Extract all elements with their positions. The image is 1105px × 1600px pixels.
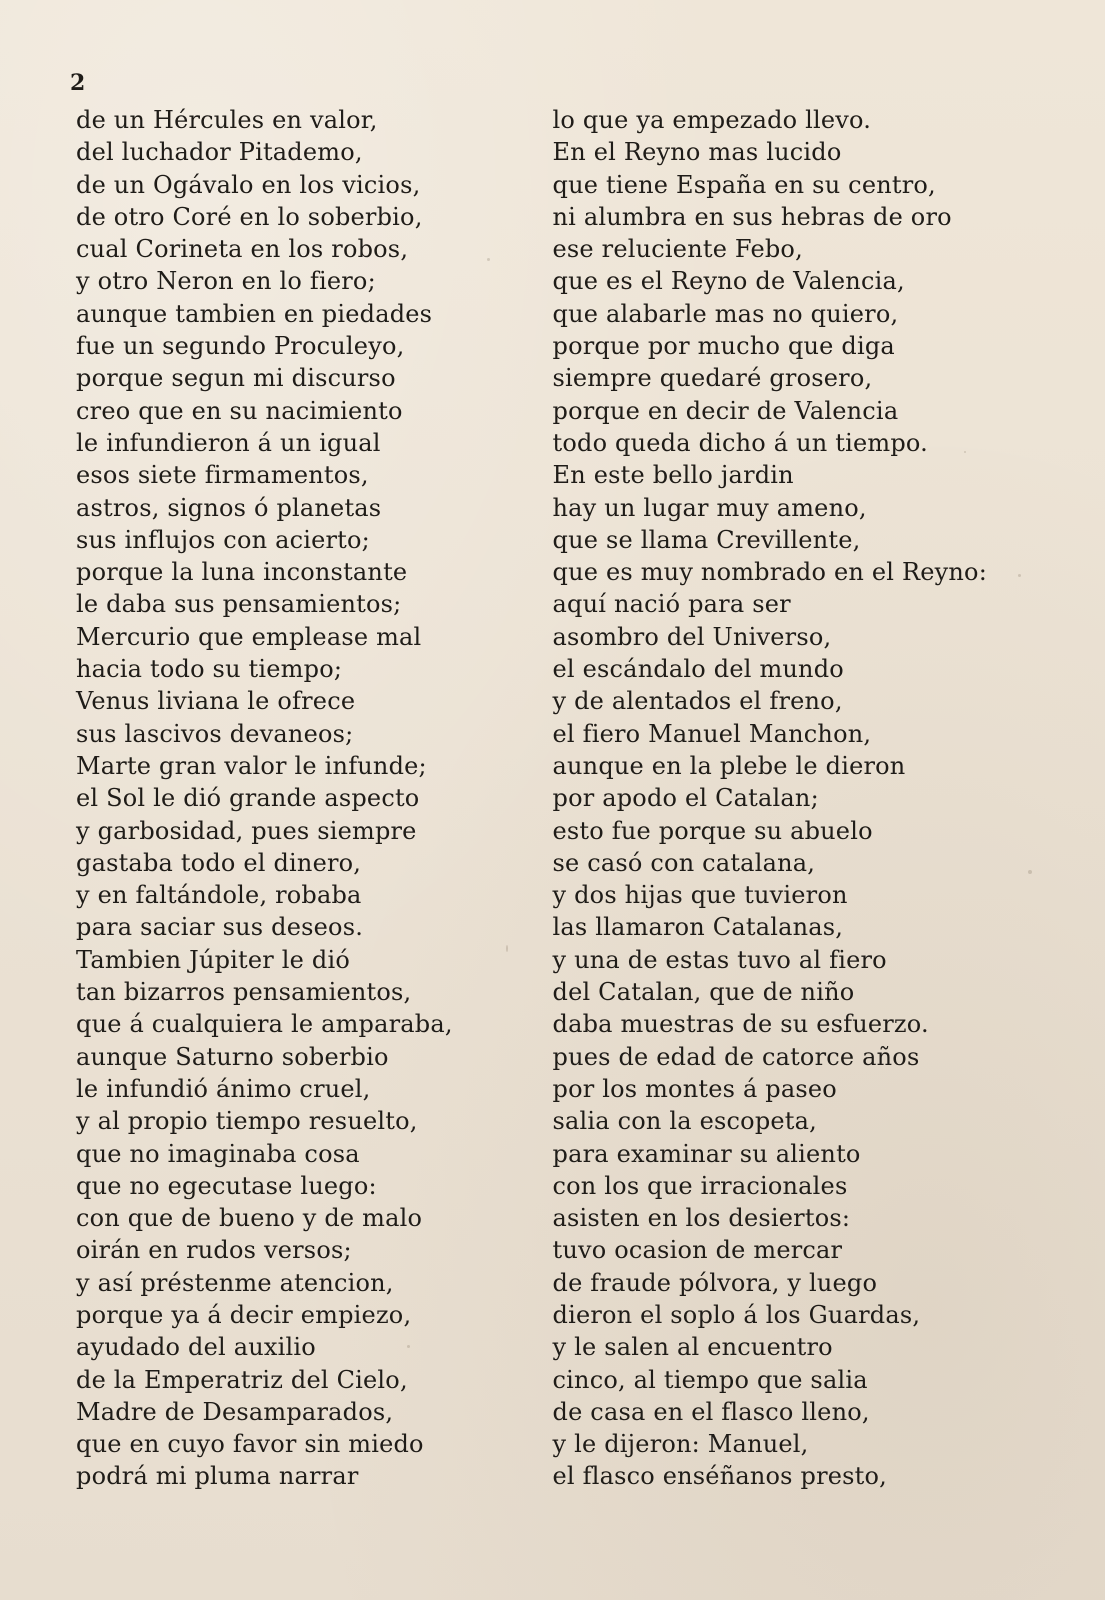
left-column-line: de la Emperatriz del Cielo, xyxy=(76,1365,408,1394)
right-column-line: todo queda dicho á un tiempo. xyxy=(552,428,928,457)
left-column-line: y otro Neron en lo fiero; xyxy=(76,267,376,296)
right-column-line: y una de estas tuvo al fiero xyxy=(552,945,887,974)
right-column-line: por apodo el Catalan; xyxy=(552,784,819,813)
left-column-line: porque la luna inconstante xyxy=(76,558,408,587)
right-column-line: de casa en el flasco lleno, xyxy=(552,1397,870,1426)
right-column-line: porque en decir de Valencia xyxy=(552,396,899,425)
left-column-line: ayudado del auxilio xyxy=(76,1333,316,1362)
left-column-line: le infundieron á un igual xyxy=(76,428,381,457)
left-column-line: astros, signos ó planetas xyxy=(76,493,382,522)
right-column-line: que se llama Crevillente, xyxy=(552,525,861,554)
page-number: 2 xyxy=(70,70,86,96)
left-column-line: que á cualquiera le amparaba, xyxy=(76,1010,453,1039)
right-column-line: y dos hijas que tuvieron xyxy=(552,881,848,910)
left-column-line: aunque tambien en piedades xyxy=(76,299,433,328)
right-column-line: esto fue porque su abuelo xyxy=(552,816,873,845)
left-column-line: sus lascivos devaneos; xyxy=(76,719,354,748)
right-column-line: dieron el soplo á los Guardas, xyxy=(552,1300,921,1329)
left-column-line: con que de bueno y de malo xyxy=(76,1204,423,1233)
right-column-line: ese reluciente Febo, xyxy=(552,235,803,264)
left-column-line: le infundió ánimo cruel, xyxy=(76,1074,371,1103)
right-column-line: se casó con catalana, xyxy=(552,848,816,877)
left-column-line: y al propio tiempo resuelto, xyxy=(76,1107,418,1136)
paper-speck xyxy=(964,451,966,453)
right-column-line: tuvo ocasion de mercar xyxy=(552,1236,843,1265)
right-column-line: asisten en los desiertos: xyxy=(552,1204,851,1233)
right-column-line: pues de edad de catorce años xyxy=(552,1042,920,1071)
left-column xyxy=(72,104,483,1493)
left-column-line: cual Corineta en los robos, xyxy=(76,235,409,264)
paper-speck xyxy=(1018,574,1021,577)
right-column-line: que alabarle mas no quiero, xyxy=(552,299,899,328)
left-column-line: tan bizarros pensamientos, xyxy=(76,978,412,1007)
right-column-line: las llamaron Catalanas, xyxy=(552,913,844,942)
left-column-line: creo que en su nacimiento xyxy=(76,396,403,425)
left-column-line: oirán en rudos versos; xyxy=(76,1236,352,1265)
left-column-line: podrá mi pluma narrar xyxy=(76,1462,359,1491)
left-column-line: sus influjos con acierto; xyxy=(76,525,370,554)
right-column-line: que tiene España en su centro, xyxy=(552,170,936,199)
left-column-line: y garbosidad, pues siempre xyxy=(76,816,417,845)
left-column-line: Mercurio que emplease mal xyxy=(76,622,422,651)
right-column-line: En este bello jardin xyxy=(552,461,794,490)
left-column-line: Madre de Desamparados, xyxy=(76,1397,394,1426)
left-column-line: fue un segundo Proculeyo, xyxy=(76,332,405,361)
right-column-line: daba muestras de su esfuerzo. xyxy=(552,1010,929,1039)
left-column-line: de un Hércules en valor, xyxy=(76,106,378,134)
left-column-line: Tambien Júpiter le dió xyxy=(76,945,351,974)
right-column-line: cinco, al tiempo que salia xyxy=(552,1365,868,1394)
paper-speck xyxy=(407,1345,410,1348)
right-column-line: asombro del Universo, xyxy=(552,622,832,651)
right-column-line: el fiero Manuel Manchon, xyxy=(552,719,872,748)
left-column-line: Venus liviana le ofrece xyxy=(76,687,356,716)
right-column-line: hay un lugar muy ameno, xyxy=(552,493,867,522)
paper-speck xyxy=(487,258,490,261)
right-column-line: de fraude pólvora, y luego xyxy=(552,1268,878,1297)
right-column-line: el flasco enséñanos presto, xyxy=(552,1462,888,1491)
right-column-line: En el Reyno mas lucido xyxy=(552,138,842,167)
right-column-line: aquí nació para ser xyxy=(552,590,791,619)
right-column-line: ni alumbra en sus hebras de oro xyxy=(552,202,952,231)
left-column-line: que no imaginaba cosa xyxy=(76,1139,360,1168)
left-column-line: de un Ogávalo en los vicios, xyxy=(76,170,421,199)
left-column-line: gastaba todo el dinero, xyxy=(76,848,362,877)
right-column-line: para examinar su aliento xyxy=(552,1139,861,1168)
left-column-line: el Sol le dió grande aspecto xyxy=(76,784,420,813)
right-column-line: salia con la escopeta, xyxy=(552,1107,817,1136)
left-column-line: y en faltándole, robaba xyxy=(76,881,362,910)
right-column-line: del Catalan, que de niño xyxy=(552,978,855,1007)
text-columns xyxy=(72,104,987,1493)
left-column-line: y así préstenme atencion, xyxy=(76,1268,394,1297)
left-column-line: hacia todo su tiempo; xyxy=(76,655,343,684)
left-column-line: Marte gran valor le infunde; xyxy=(76,751,427,780)
right-column-line: siempre quedaré grosero, xyxy=(552,364,873,393)
right-column-line: lo que ya empezado llevo. xyxy=(552,106,872,134)
right-column-line: que es muy nombrado en el Reyno: xyxy=(552,558,987,587)
paper-speck xyxy=(506,945,508,952)
right-column-line: con los que irracionales xyxy=(552,1171,848,1200)
right-column-line: por los montes á paseo xyxy=(552,1074,837,1103)
right-column-line: y de alentados el freno, xyxy=(552,687,843,716)
left-column-line: de otro Coré en lo soberbio, xyxy=(76,202,423,231)
right-column-line: y le salen al encuentro xyxy=(552,1333,833,1362)
right-column-line: que es el Reyno de Valencia, xyxy=(552,267,905,296)
left-column-line: porque segun mi discurso xyxy=(76,364,396,393)
paper-speck xyxy=(1028,870,1032,874)
left-column-line: esos siete firmamentos, xyxy=(76,461,369,490)
left-column-line: para saciar sus deseos. xyxy=(76,913,364,942)
left-column-line: le daba sus pensamientos; xyxy=(76,590,402,619)
left-column-line: que en cuyo favor sin miedo xyxy=(76,1430,424,1459)
right-column-line: aunque en la plebe le dieron xyxy=(552,751,906,780)
left-column-line: del luchador Pitademo, xyxy=(76,138,363,167)
left-column-line: porque ya á decir empiezo, xyxy=(76,1300,412,1329)
left-column-line: aunque Saturno soberbio xyxy=(76,1042,389,1071)
right-column-line: el escándalo del mundo xyxy=(552,655,844,684)
right-column-line: porque por mucho que diga xyxy=(552,332,895,361)
right-column xyxy=(553,104,987,1493)
right-column-line: y le dijeron: Manuel, xyxy=(552,1430,809,1459)
left-column-line: que no egecutase luego: xyxy=(76,1171,377,1200)
